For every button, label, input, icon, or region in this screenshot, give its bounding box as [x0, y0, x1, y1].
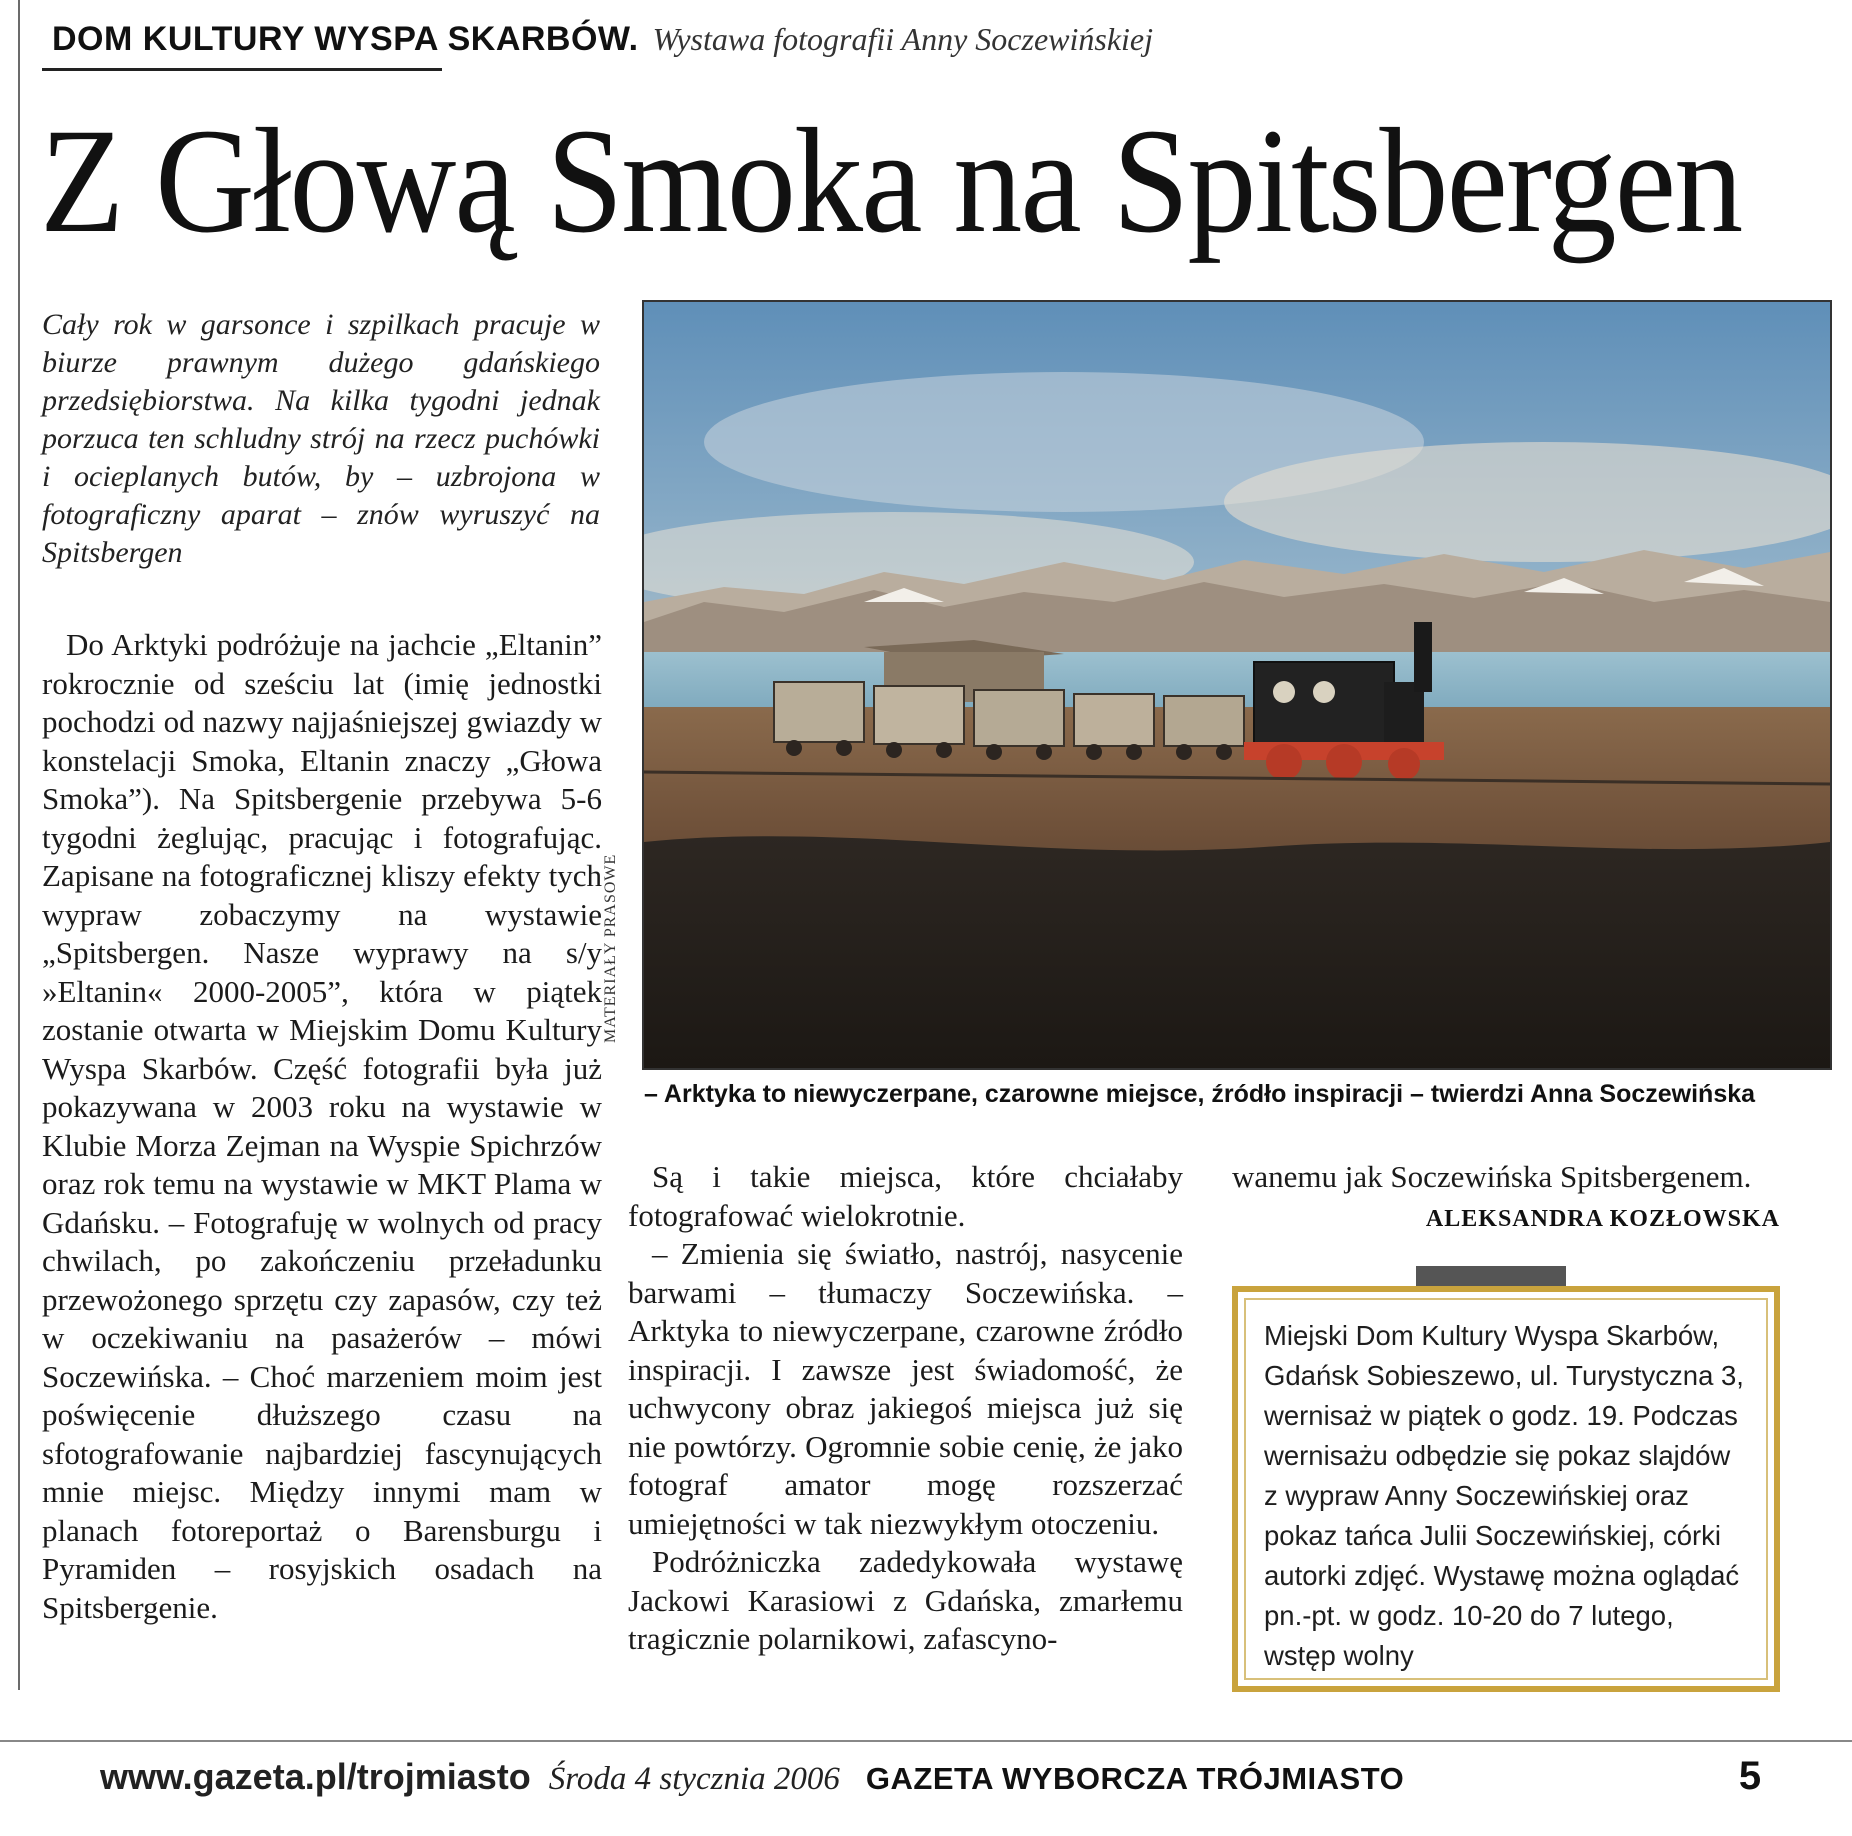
photo-caption: – Arktyka to niewyczerpane, czarowne miejsce, źródło inspiracji – twierdzi Anna Soczewińska — [644, 1080, 1756, 1108]
body-column-3 — [1232, 1158, 1780, 1197]
kicker-underline — [42, 68, 442, 71]
body-paragraph-4: Podróżniczka zadedykowała wystawę Jackowi Karasiowi z Gdańska, zmarłemu tragicznie polarnikowi, zafascyno- — [628, 1544, 1183, 1656]
body-paragraph-2: Są i takie miejsca, które chciałaby fotografować wielokrotnie. — [628, 1159, 1183, 1233]
article-author: ALEKSANDRA KOZŁOWSKA — [1425, 1206, 1780, 1232]
photo-credit: MATERIAŁY PRASOWE — [602, 853, 619, 1043]
body-paragraph-5: wanemu jak Soczewińska Spitsbergenem. — [1232, 1159, 1752, 1194]
body-paragraph-1: Do Arktyki podróżuje na jachcie „Eltanin” rokrocznie od sześciu lat (imię jednostki pochodzi od nazwy najjaśniejszej gwiazdy w konstelacji Smoka, Eltanin znaczy „Głowa Smoka”). Na Spitsbergenie przebywa 5-6 tygodni żeglując, pracując i fotografując. Zapisane na fotograficznej kliszy efekty tych wypraw zobaczymy na wystawie „Spitsbergen. Nasze wyprawy na s/y »Eltanin« 2000-2005”, która w piątek zostanie otwarta w Miejskim Domu Kultury Wyspa Skarbów. Część fotografii była już pokazywana w 2003 roku na wystawie w Klubie Morza Zejman na Wyspie Spichrzów oraz rok temu na wystawie w MKT Plama w Gdańsku. – Fotografuję w wolnych od pracy chwilach, po zakończeniu przeładunku przewożonego sprzętu czy zapasów, czy też w oczekiwaniu na pasażerów – mówi Soczewińska. – Choć marzeniem moim jest poświęcenie dłuższego czasu na sfotografowanie najbardziej fascynujących mnie miejsc. Między innymi mam w planach fotoreportaż o Barensburgu i Pyramiden – rosyjskich osadach na Spitsbergenie. — [42, 627, 602, 1625]
footer-rule — [0, 1740, 1852, 1742]
section-kicker — [52, 20, 1202, 70]
section-label: DOM KULTURY WYSPA SKARBÓW. — [52, 20, 639, 58]
footer-date: Środa 4 stycznia 2006 — [548, 1761, 840, 1797]
body-column-1 — [42, 626, 602, 1627]
arctic-train-photo — [644, 302, 1830, 1068]
infobox-tab — [1416, 1266, 1566, 1288]
article-headline: Z Głową Smoka na Spitsbergen — [40, 98, 1742, 264]
footer-url: www.gazeta.pl/trojmiasto — [100, 1756, 531, 1797]
footer-paper-name: GAZETA WYBORCZA TRÓJMIASTO — [865, 1761, 1405, 1796]
page-left-rule — [18, 0, 20, 1690]
article-photo — [642, 300, 1832, 1070]
body-paragraph-3: – Zmienia się światło, nastrój, nasycenie barwami – tłumaczy Soczewińska. – Arktyka to niewyczerpane, czarowne źródło inspiracji. I zawsze jest świadomość, że uchwycony obraz jakiegoś miejsca już się nie powtórzy. Ogromnie sobie cenię, że jako fotograf amator mogę rozszerzać umiejętności w tak niezwykłym otoczeniu. — [628, 1236, 1183, 1541]
info-box-text: Miejski Dom Kultury Wyspa Skarbów, Gdańsk Sobieszewo, ul. Turystyczna 3, wernisaż w piątek o godz. 19. Podczas wernisażu odbędzie się pokaz slajdów z wypraw Anny Soczewińskiej oraz pokaz tańca Julii Soczewińskiej, córki autorki zdjęć. Wystawę można oglądać pn.-pt. w godz. 10-20 do 7 lutego, wstęp wolny — [1264, 1320, 1744, 1671]
body-column-2 — [628, 1158, 1183, 1659]
article-lead: Cały rok w garsonce i szpilkach pracuje w biurze prawnym dużego gdańskiego przedsiębiorstwa. Na kilka tygodni jednak porzuca ten schludny strój na rzecz puchówki i ocieplanych butów, by – uzbrojona w fotograficzny aparat – znów wyruszyć na Spitsbergen — [42, 308, 600, 569]
page-footer — [100, 1756, 1800, 1816]
section-subtitle: Wystawa fotografii Anny Soczewińskiej — [652, 21, 1154, 57]
page-number: 5 — [1738, 1754, 1762, 1798]
